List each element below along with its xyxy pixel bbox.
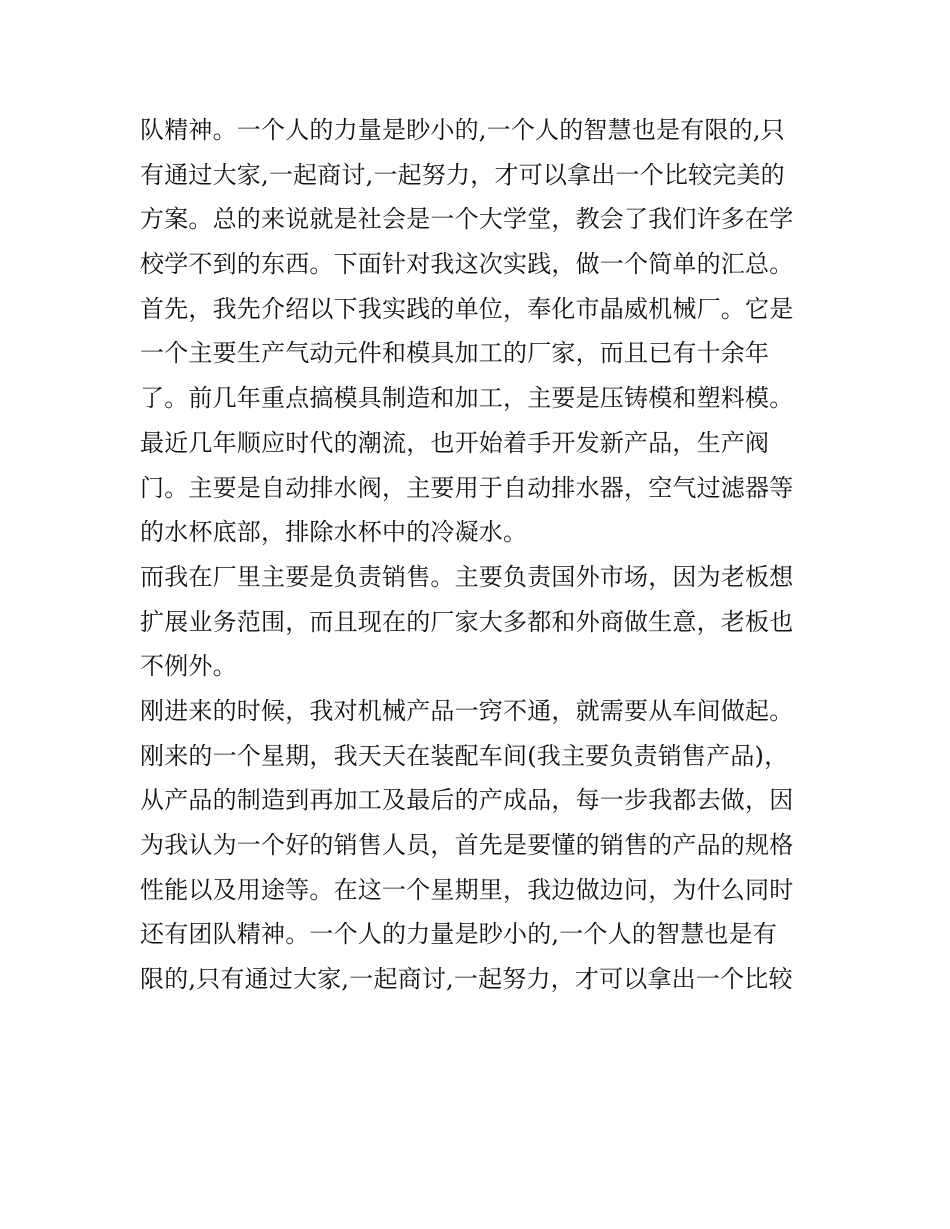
text-line: 刚来的一个星期，我天天在装配车间(我主要负责销售产品)， bbox=[140, 741, 789, 770]
text-line: 扩展业务范围，而且现在的厂家大多都和外商做生意，老板也 bbox=[140, 607, 794, 636]
text-line: 校学不到的东西。下面针对我这次实践，做一个简单的汇总。 bbox=[140, 250, 794, 279]
text-line: 还有团队精神。一个人的力量是眇小的,一个人的智慧也是有 bbox=[140, 920, 778, 949]
text-line: 为我认为一个好的销售人员，首先是要懂的销售的产品的规格 bbox=[140, 831, 794, 859]
text-line: 一个主要生产气动元件和模具加工的厂家，而且已有十余年 bbox=[140, 339, 770, 368]
text-line: 而我在厂里主要是负责销售。主要负责国外市场，因为老板想 bbox=[140, 562, 794, 591]
text-line: 从产品的制造到再加工及最后的产成品，每一步我都去做，因 bbox=[140, 786, 794, 815]
text-line: 有通过大家,一起商讨,一起努力，才可以拿出一个比较完美的 bbox=[140, 160, 785, 189]
text-line: 了。前几年重点搞模具制造和加工，主要是压铸模和塑料模。 bbox=[140, 384, 794, 413]
body-text bbox=[140, 108, 830, 1002]
text-line: 不例外。 bbox=[140, 652, 237, 681]
text-line: 最近几年顺应时代的潮流，也开始着手开发新产品，生产阀 bbox=[140, 428, 770, 457]
text-line: 性能以及用途等。在这一个星期里，我边做边问，为什么同时 bbox=[140, 875, 794, 904]
text-line: 方案。总的来说就是社会是一个大学堂，教会了我们许多在学 bbox=[140, 205, 794, 234]
text-line: 首先，我先介绍以下我实践的单位，奉化市晶威机械厂。它是 bbox=[140, 294, 794, 323]
text-line: 门。主要是自动排水阀，主要用于自动排水器，空气过滤器等 bbox=[140, 473, 794, 502]
text-line: 队精神。一个人的力量是眇小的,一个人的智慧也是有限的,只 bbox=[140, 116, 785, 144]
text-line: 的水杯底部，排除水杯中的冷凝水。 bbox=[140, 518, 528, 547]
text-line: 刚进来的时候，我对机械产品一窍不通，就需要从车间做起。 bbox=[140, 696, 794, 725]
text-line: 限的,只有通过大家,一起商讨,一起努力，才可以拿出一个比较 bbox=[140, 965, 793, 994]
